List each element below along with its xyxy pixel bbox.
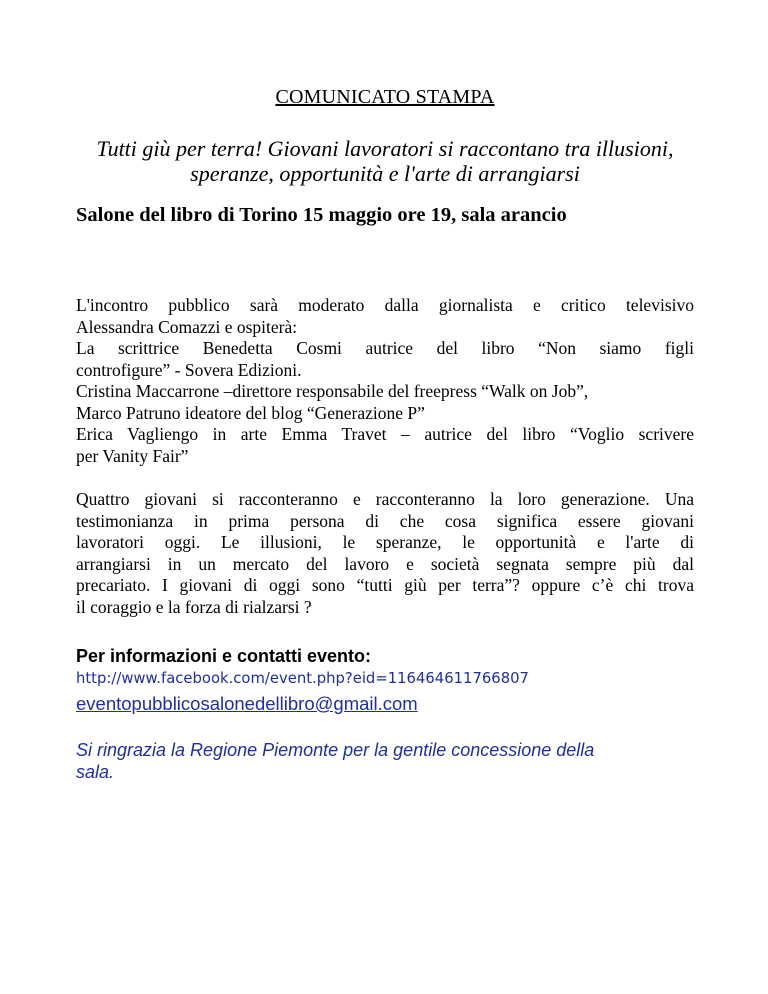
intro-line: per Vanity Fair”	[76, 445, 189, 466]
intro-line: Erica Vagliengo in arte Emma Travet – autrice del libro “Voglio scrivere	[76, 424, 694, 444]
contacts-heading: Per informazioni e contatti evento:	[76, 646, 372, 666]
intro-line: Alessandra Comazzi e ospiterà:	[76, 316, 298, 337]
intro-line: Cristina Maccarrone –direttore responsabile del freepress “Walk on Job”,	[76, 381, 589, 401]
intro-line: controfigure” - Sovera Edizioni.	[76, 359, 302, 380]
body-line: arrangiarsi in un mercato del lavoro e società segnata sempre più dal	[76, 553, 694, 574]
acknowledgement	[76, 739, 694, 783]
acknowledgement-line-2: sala.	[76, 762, 115, 782]
document-heading: COMUNICATO STAMPA	[275, 86, 495, 108]
intro-paragraph	[76, 295, 694, 467]
intro-line: La scrittrice Benedetta Cosmi autrice del libro “Non siamo figli	[76, 338, 694, 358]
document-subtitle	[76, 136, 694, 186]
subtitle-line-1: Tutti giù per terra! Giovani lavoratori si raccontano tra illusioni,	[96, 136, 674, 161]
body-line: Quattro giovani si racconteranno e racconteranno la loro generazione. Una	[76, 489, 694, 509]
contact-email-link[interactable]: eventopubblicosalonedellibro@gmail.com	[76, 693, 418, 714]
body-line: precariato. I giovani di oggi sono “tutti giù per terra”? oppure c’è chi trova	[76, 575, 694, 595]
body-line: lavoratori oggi. Le illusioni, le speranze, le opportunità e l'arte di	[76, 532, 694, 552]
intro-line: L'incontro pubblico sarà moderato dalla giornalista e critico televisivo	[76, 295, 694, 315]
body-paragraph	[76, 489, 694, 618]
intro-line: Marco Patruno ideatore del blog “Generazione P”	[76, 402, 425, 423]
body-line: testimonianza in prima persona di che cosa significa essere giovani	[76, 510, 694, 531]
event-url-link[interactable]: http://www.facebook.com/event.php?eid=116464611766807	[76, 670, 529, 687]
event-info: Salone del libro di Torino 15 maggio ore 19, sala arancio	[76, 204, 567, 226]
body-line: il coraggio e la forza di rialzarsi ?	[76, 596, 312, 617]
subtitle-line-2: speranze, opportunità e l'arte di arrangiarsi	[190, 161, 580, 186]
acknowledgement-line-1: Si ringrazia la Regione Piemonte per la gentile concessione della	[76, 740, 595, 760]
